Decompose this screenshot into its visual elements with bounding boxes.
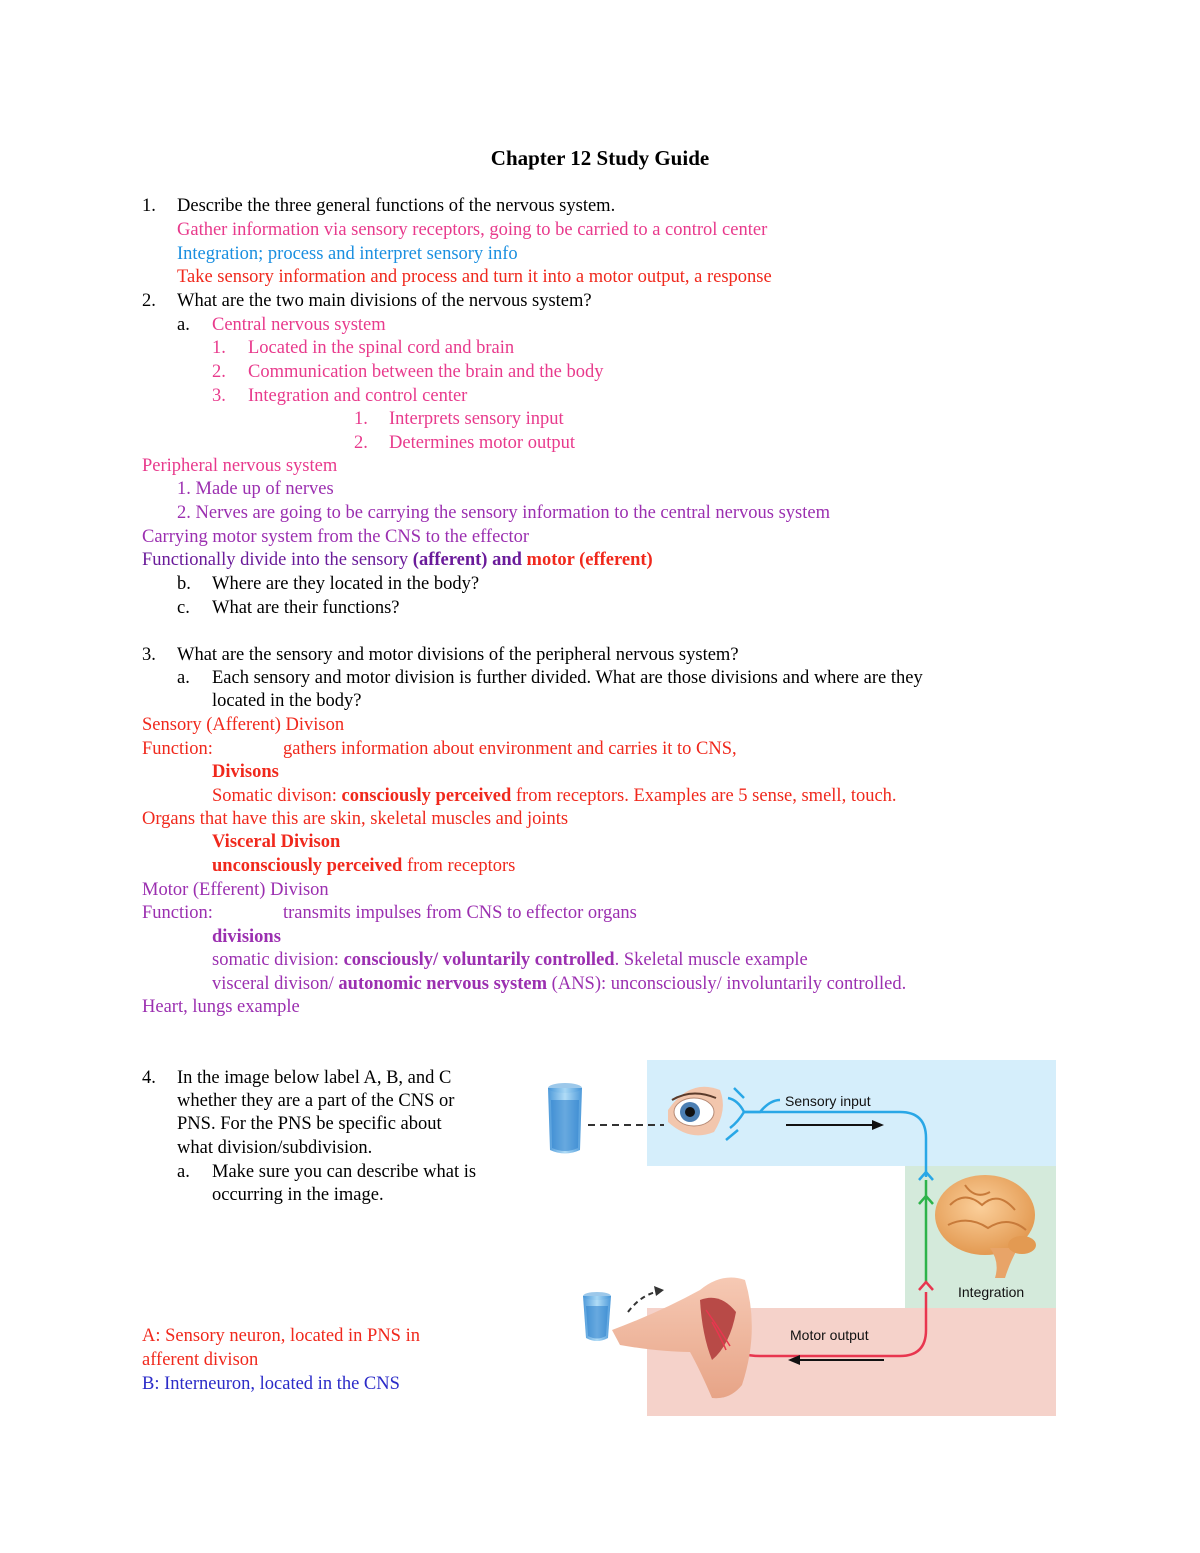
visceral-division-heading: Visceral Divison <box>212 832 341 852</box>
q3-a-label: a. <box>177 668 190 688</box>
answer-b-line: B: Interneuron, located in the CNS <box>142 1374 400 1394</box>
q1-number: 1. <box>142 196 156 216</box>
q4-text-4: what division/subdivision. <box>177 1138 373 1158</box>
q1-text: Describe the three general functions of the nervous system. <box>177 196 616 216</box>
movement-arrowhead <box>654 1286 664 1296</box>
motor-function-text: transmits impulses from CNS to effector organs <box>283 903 637 923</box>
q1-answer-3: Take sensory information and process and turn it into a motor output, a response <box>177 267 772 287</box>
pns-heading: Peripheral nervous system <box>142 456 338 476</box>
q3-a-text-1: Each sensory and motor division is further divided. What are those divisions and where are they <box>212 668 923 688</box>
somatic-sensory-bold: consciously perceived <box>341 786 512 806</box>
heart-lungs-line: Heart, lungs example <box>142 997 300 1017</box>
afferent-term: (afferent) and <box>412 550 527 570</box>
motor-function-label: Function: <box>142 903 213 923</box>
cns-item-2: Communication between the brain and the body <box>248 362 604 382</box>
sensory-input-label: Sensory input <box>785 1093 871 1109</box>
q2-c-label: c. <box>177 598 190 618</box>
q2-a-label: a. <box>177 315 190 335</box>
cns-item-1-number: 1. <box>212 338 226 358</box>
sensory-function-label: Function: <box>142 739 213 759</box>
answer-a-line-2: afferent divison <box>142 1350 259 1370</box>
pns-motor-line: Carrying motor system from the CNS to the effector <box>142 527 530 547</box>
q2-b-text: Where are they located in the body? <box>212 574 480 594</box>
q2-b-label: b. <box>177 574 191 594</box>
page-title: Chapter 12 Study Guide <box>490 146 710 170</box>
q4-a-label: a. <box>177 1162 190 1182</box>
cns-subitem-1-number: 1. <box>354 409 368 429</box>
q4-text-3: PNS. For the PNS be specific about <box>177 1114 442 1134</box>
visceral-sensory-bold: unconsciously perceived <box>212 856 403 876</box>
efferent-term: motor (efferent) <box>526 550 653 570</box>
q4-text-1: In the image below label A, B, and C <box>177 1068 452 1088</box>
water-glass-icon <box>548 1083 582 1154</box>
cns-item-1: Located in the spinal cord and brain <box>248 338 515 358</box>
sensory-division-heading: Sensory (Afferent) Divison <box>142 715 345 735</box>
q2-c-text: What are their functions? <box>212 598 400 618</box>
visceral-motor-suffix: (ANS): unconsciously/ involuntarily controlled. <box>547 974 907 994</box>
pns-item-1: 1. Made up of nerves <box>177 479 334 499</box>
q3-number: 3. <box>142 645 156 665</box>
motor-divisions-heading: divisions <box>212 927 281 947</box>
cns-subitem-2: Determines motor output <box>389 433 575 453</box>
cns-item-2-number: 2. <box>212 362 226 382</box>
somatic-motor-suffix: . Skeletal muscle example <box>614 950 808 970</box>
q1-answer-1: Gather information via sensory receptors, going to be carried to a control center <box>177 220 768 240</box>
q3-text: What are the sensory and motor divisions of the peripheral nervous system? <box>177 645 739 665</box>
q4-text-2: whether they are a part of the CNS or <box>177 1091 455 1111</box>
motor-output-label: Motor output <box>790 1327 869 1343</box>
q4-a-text-2: occurring in the image. <box>212 1185 384 1205</box>
integration-label: Integration <box>958 1284 1025 1300</box>
sensory-divisions-heading: Divisons <box>212 762 279 782</box>
held-glass-icon <box>583 1292 611 1341</box>
visceral-sensory-suffix: from receptors <box>402 856 516 876</box>
pns-item-2: 2. Nerves are going to be carrying the sensory information to the central nervous system <box>177 503 830 523</box>
sensory-function-text: gathers information about environment and carries it to CNS, <box>283 739 737 759</box>
q1-answer-2: Integration; process and interpret sensory info <box>177 244 518 264</box>
somatic-sensory-prefix: Somatic divison: <box>212 786 342 806</box>
cns-item-3: Integration and control center <box>248 386 468 406</box>
visceral-motor-prefix: visceral divison/ <box>212 974 339 994</box>
somatic-sensory-suffix: from receptors. Examples are 5 sense, smell, touch. <box>511 786 897 806</box>
motor-division-heading: Motor (Efferent) Divison <box>142 880 329 900</box>
q2-number: 2. <box>142 291 156 311</box>
somatic-motor-bold: consciously/ voluntarily controlled <box>343 950 615 970</box>
cns-subitem-1: Interprets sensory input <box>389 409 564 429</box>
q4-number: 4. <box>142 1068 156 1088</box>
somatic-motor-prefix: somatic division: <box>212 950 344 970</box>
functional-division-prefix: Functionally divide into the sensory <box>142 550 413 570</box>
sensory-organs-line: Organs that have this are skin, skeletal muscles and joints <box>142 809 569 829</box>
q2-a-text: Central nervous system <box>212 315 386 335</box>
cns-subitem-2-number: 2. <box>354 433 368 453</box>
answer-a-line-1: A: Sensory neuron, located in PNS in <box>142 1326 420 1346</box>
q2-text: What are the two main divisions of the nervous system? <box>177 291 592 311</box>
q4-a-text-1: Make sure you can describe what is <box>212 1162 477 1182</box>
q3-a-text-2: located in the body? <box>212 691 362 711</box>
visceral-motor-bold: autonomic nervous system <box>338 974 548 994</box>
cns-item-3-number: 3. <box>212 386 226 406</box>
